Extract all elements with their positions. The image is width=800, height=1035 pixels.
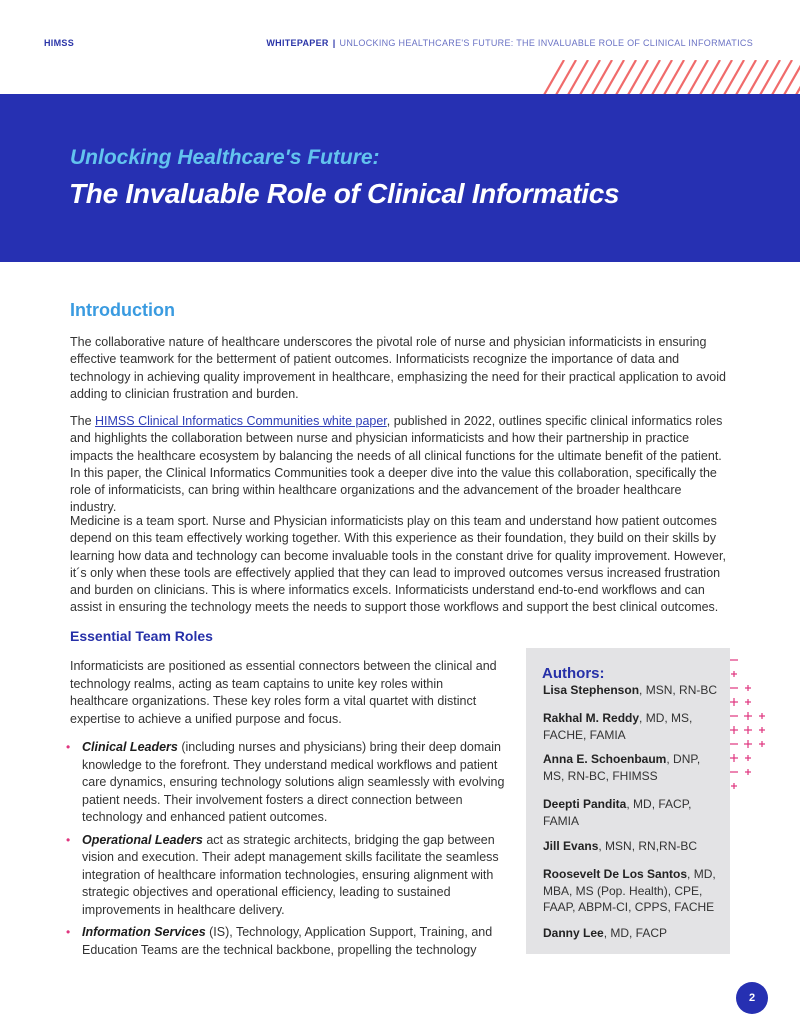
authors-heading: Authors: [542,665,605,682]
team-roles-intro: Informaticists are positioned as essential connectors between the clinical and technology realms, acting as team captains to unite key roles within healthcare organizations. These key roles form a vital quartet with distinct expertise to achieve a unified purpose and focus. [70,659,497,726]
p2-rest: , published in 2022, outlines specific clinical informatics roles and highlights the collaboration between nurse and physician informaticists and how their partnership in practice impacts the healthcare ecosystem by balancing the needs of all clinical functions for the ultimate benefit of the patient. In this paper, the Clinical Informatics Communities took a deeper dive into the value this collaboration, specifically the role of informaticists, can bring within healthcare organizations and the advancement of the broader healthcare industry. [70,414,723,515]
author-credentials: , MD, MBA, MS (Pop. Health), CPE, FAAP, ABPM-CI, CPPS, FACHE [543,867,716,914]
author-name: Anna E. Schoenbaum [543,752,667,766]
author-entry [543,751,723,784]
author-credentials: , MD, FACP [603,926,668,940]
intro-paragraph-3: Medicine is a team sport. Nurse and Physician informaticists play on this team and understand how patient outcomes depend on this team effectively working together. With this experience as their foundation, they build on their skills by learning how data and technology can become invaluable tools in the constant drive for quality improvement. However, it´s only when these tools are effectively applied that they can lead to improved outcomes versus increased frustration and burden on clinicians. This is where informatics excels. Informaticists understand end-to-end workflows and can assist in ensuring the technology meets the needs to support those workflows and support the best clinical outcomes. [70,514,726,615]
team-roles-list [66,739,506,964]
author-credentials: , MD, FACP, FAMIA [543,797,692,828]
page-number-badge: 2 [736,982,768,1014]
team-roles-heading: Essential Team Roles [70,628,213,644]
list-item [66,924,506,959]
bullet-icon: • [66,832,71,847]
running-title [266,38,753,48]
author-credentials: , MD, MS, FACHE, FAMIA [543,711,693,742]
author-entry [543,796,723,829]
author-entry [543,866,723,916]
hero-banner [0,94,800,262]
p2-lead: The [70,414,96,428]
running-header [0,38,800,52]
author-credentials: , MSN, RN-BC [639,683,718,697]
intro-paragraph-2 [70,413,730,517]
header-separator: | [332,38,336,48]
role-term: Operational Leaders [82,832,203,847]
author-name: Lisa Stephenson [543,683,640,697]
role-description: act as strategic architects, bridging the gap between vision and execution. Their adept management skills facilitate the seamless integration of healthcare information technologies, ensuring alignment with strategic objectives and operational efficiency, leading to sustained improvements in healthcare delivery. [82,832,499,917]
role-description: (including nurses and physicians) bring their deep domain knowledge to the forefront. They understand medical workflows and patient care dynamics, ensuring technology solutions align seamlessly with evolving patient needs. Their involvement fosters a direct connection between technology and enhanced patient outcomes. [82,740,505,824]
author-entry [543,838,723,855]
list-item [66,832,506,920]
author-name: Jill Evans [543,839,599,853]
author-credentials: , DNP, MS, RN-BC, FHIMSS [543,752,701,783]
hero-title: The Invaluable Role of Clinical Informatics [69,178,620,209]
authors-sidebar [526,648,730,954]
author-entry [543,710,723,743]
author-name: Roosevelt De Los Santos [543,867,688,881]
intro-paragraph-1: The collaborative nature of healthcare underscores the pivotal role of nurse and physician informaticists in ensuring effective teamwork for the betterment of patient outcomes. Informaticists recognize the importance of data and technology in achieving quality improvement in healthcare, emphasizing the need for their practical application to avoid adding to clinician frustration and burden. [70,335,726,401]
author-name: Danny Lee [543,926,604,940]
introduction-heading: Introduction [70,300,175,320]
brand-label: HIMSS [44,38,75,48]
author-entry [543,925,723,942]
role-term: Clinical Leaders [82,740,178,754]
author-name: Rakhal M. Reddy [543,711,640,725]
bullet-icon: • [66,925,71,939]
running-title-text: UNLOCKING HEALTHCARE'S FUTURE: THE INVALUABLE ROLE OF CLINICAL INFORMATICS [339,38,753,48]
role-description: (IS), Technology, Application Support, Training, and Education Teams are the technical backbone, propelling the technology [82,925,493,957]
hero-subtitle: Unlocking Healthcare's Future: [70,146,380,169]
doc-type-label: WHITEPAPER [266,38,329,48]
author-credentials: , MSN, RN,RN-BC [598,839,698,853]
bullet-icon: • [66,740,71,754]
list-item [66,739,506,827]
author-entry [543,682,723,699]
role-term: Information Services [82,925,206,939]
decorative-plus-pattern [730,652,790,802]
white-paper-link[interactable]: HIMSS Clinical Informatics Communities white paper [95,414,387,428]
author-name: Deepti Pandita [543,797,627,811]
